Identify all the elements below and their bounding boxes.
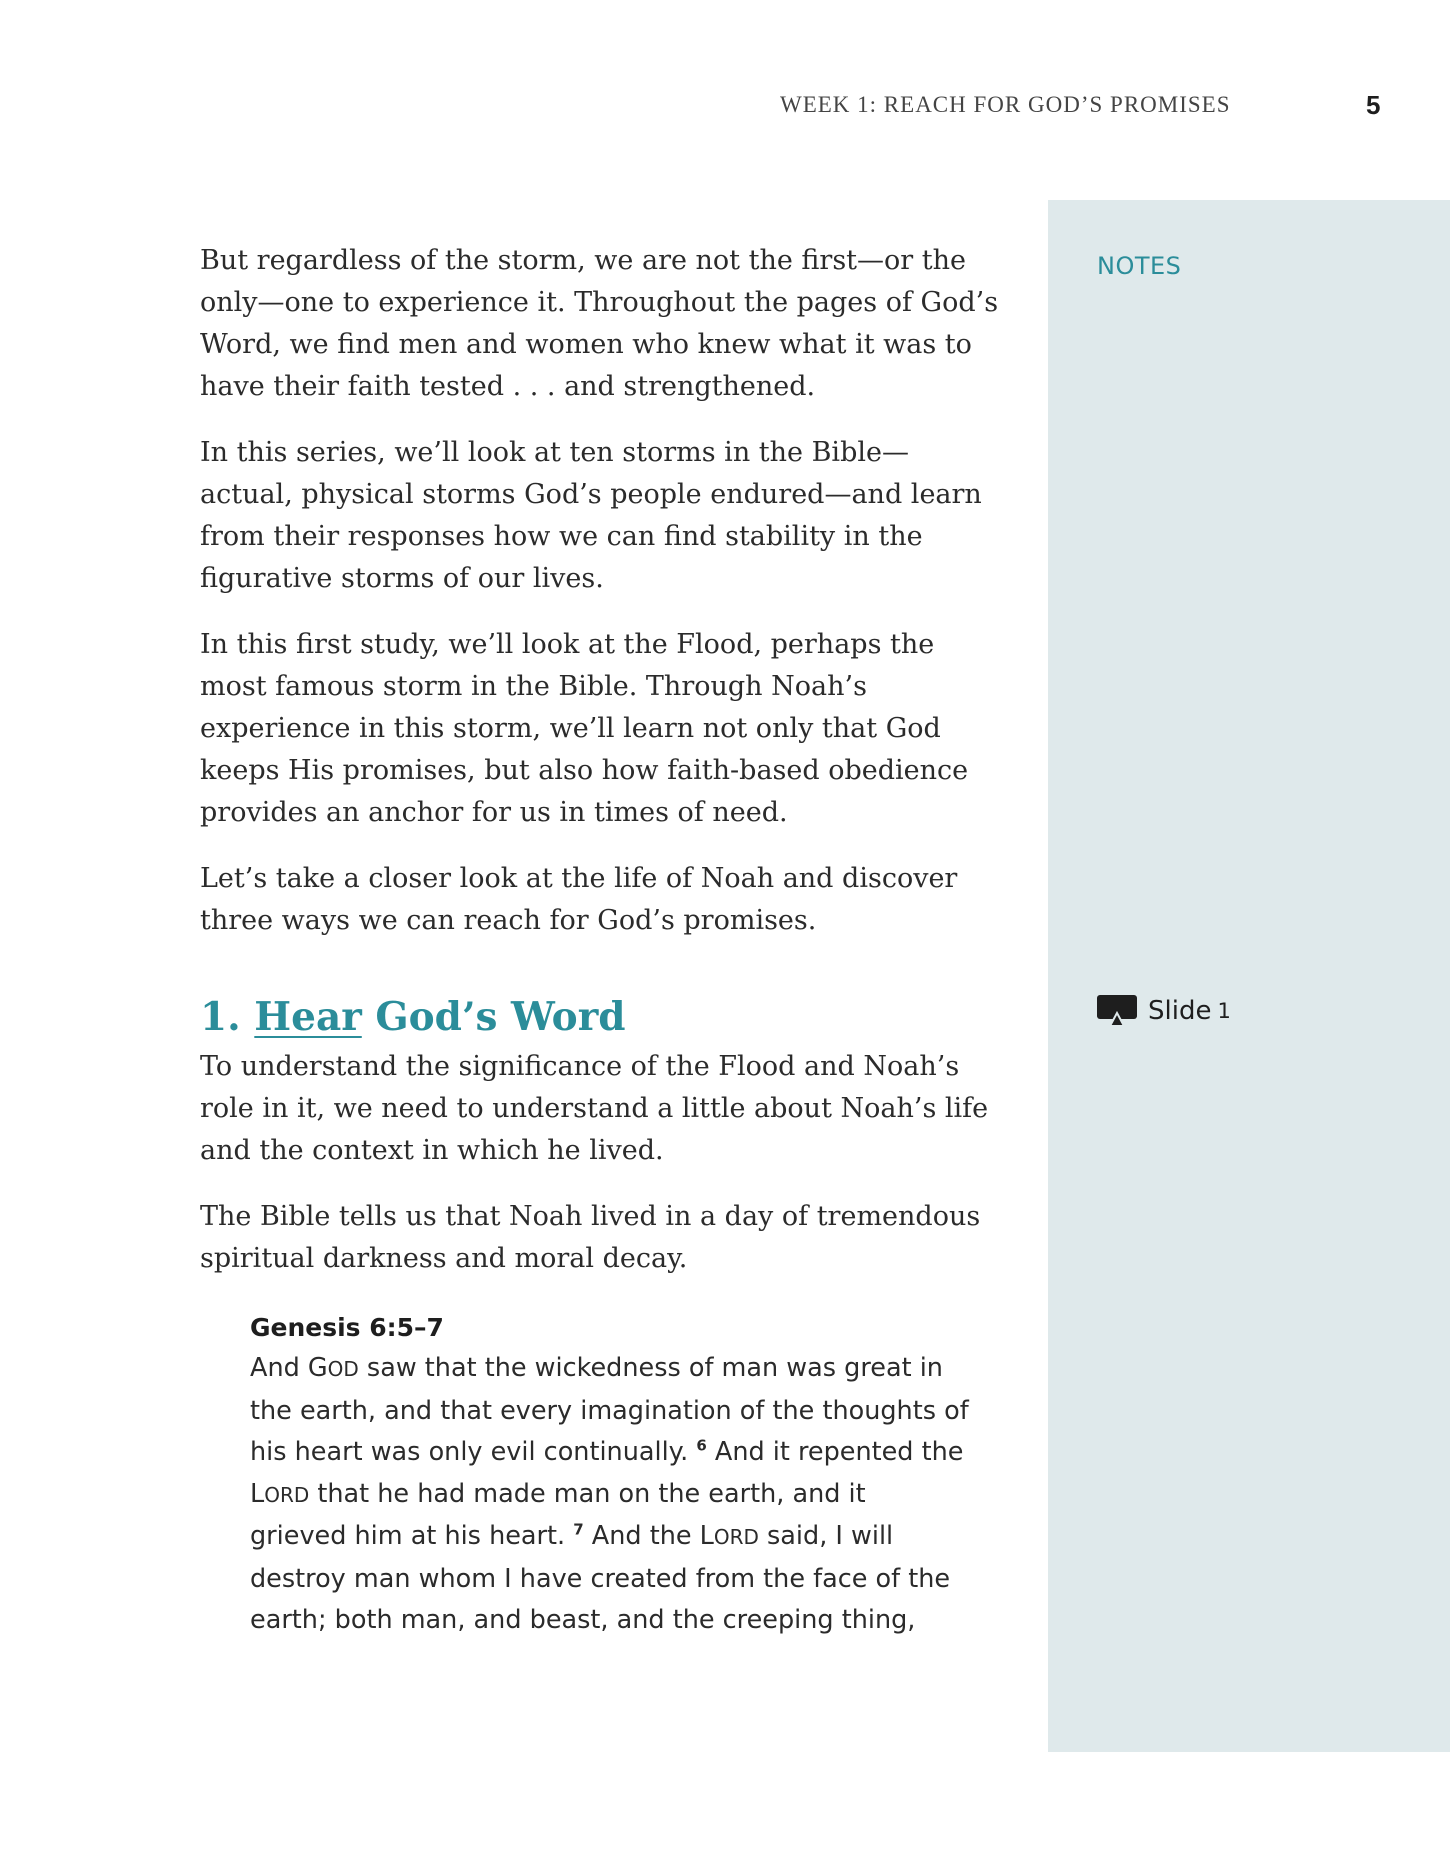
body-paragraph: In this series, we’ll look at ten storms in the Bible—actual, physical storms God’s people endured—and learn from their responses how we can find stability in the figurative storms of our lives.: [200, 437, 982, 594]
body-paragraph: But regardless of the storm, we are not the first—or the only—one to experience it. Throughout the pages of God’s Word, we find men and women who knew what it was to have their faith tested . . . and strengthened.: [200, 245, 999, 402]
body-paragraph: The Bible tells us that Noah lived in a day of tremendous spiritual darkness and moral decay.: [200, 1201, 981, 1274]
body-paragraph: In this first study, we’ll look at the Flood, perhaps the most famous storm in the Bible. Through Noah’s experience in this storm, we’ll learn not only that God keeps His promises, but also how faith-based obedience provides an anchor for us in times of need.: [200, 629, 969, 828]
body-paragraph: To understand the significance of the Flood and Noah’s role in it, we need to understand a little about Noah’s life and the context in which he lived.: [200, 1051, 989, 1166]
scripture-quote: [250, 1308, 970, 1642]
section-heading: [200, 992, 1000, 1042]
verse-number: 6: [696, 1436, 707, 1455]
body-paragraph: Let’s take a closer look at the life of Noah and discover three ways we can reach for God’s promises.: [200, 863, 958, 936]
slide-marker: [1096, 994, 1231, 1028]
page-number: 5: [1366, 90, 1381, 120]
section-number: 1.: [200, 994, 241, 1040]
scripture-text: And GOD saw that the wickedness of man was great in the earth, and that every imagination of the thoughts of his heart was only evil continually. $^6$ And it repented the LORD that he had made man on the earth, and it grieved him at his heart. $^7$ And the LORD said, I will destroy man whom I have created from the face of the earth; both man, and beast, and the creeping thing,: [250, 1353, 969, 1635]
notes-label: NOTES: [1097, 252, 1182, 280]
slide-label: Slide: [1148, 996, 1212, 1026]
notes-panel: [1048, 200, 1450, 1752]
presentation-screen-icon: [1096, 994, 1138, 1028]
main-content: [200, 240, 1000, 1642]
fill-in-blank-word: Hear: [254, 994, 362, 1040]
slide-number: 1: [1217, 999, 1231, 1023]
scripture-reference: Genesis 6:5–7: [250, 1313, 444, 1342]
verse-number: 7: [573, 1520, 584, 1539]
section-title-rest: God’s Word: [375, 994, 626, 1040]
running-head: WEEK 1: REACH FOR GOD’S PROMISES: [780, 92, 1231, 117]
